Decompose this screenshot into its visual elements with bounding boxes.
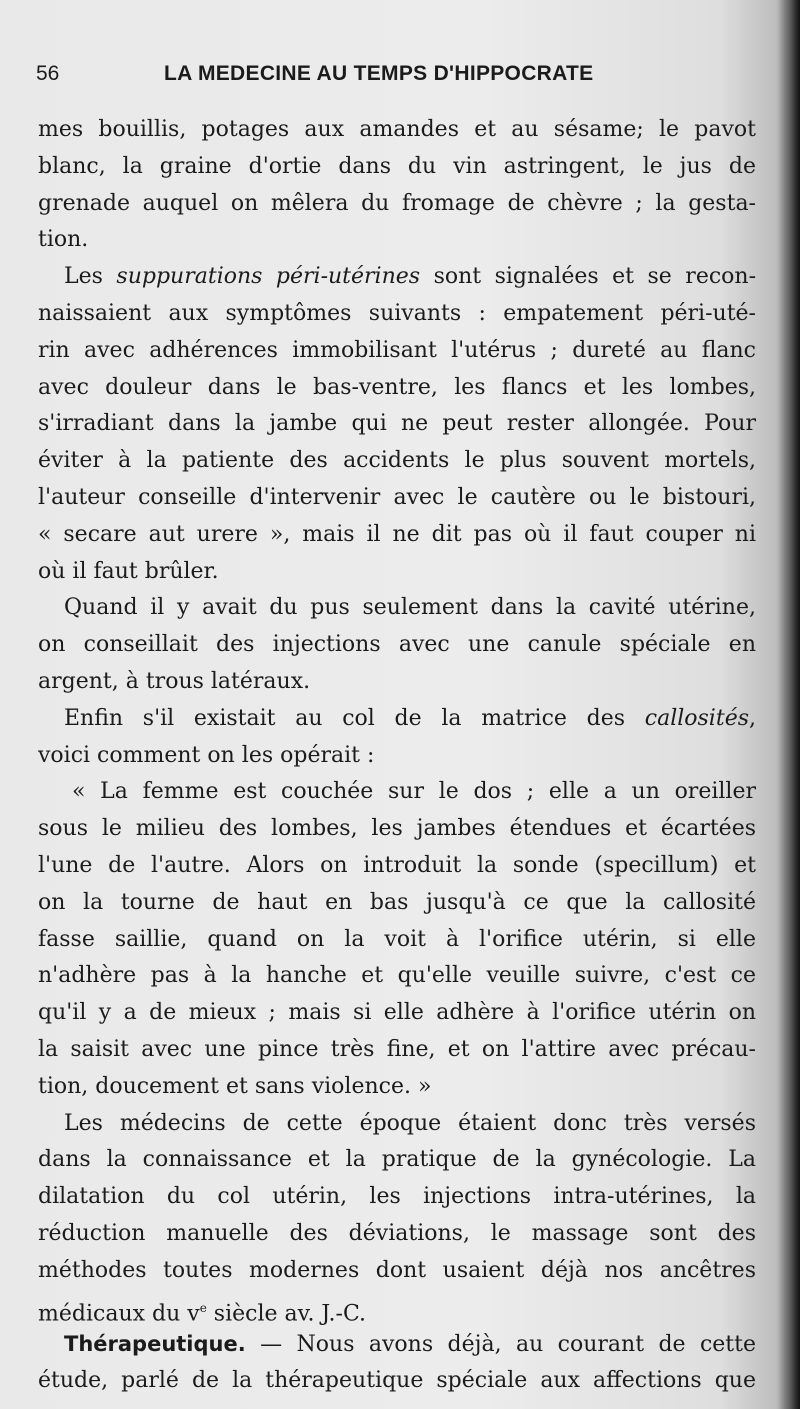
text-line: avec douleur dans le bas-ventre, les flancs et les lombes, [38, 374, 756, 400]
text-line: réduction manuelle des déviations, le massage sont des [38, 1220, 756, 1246]
italic-term: callosités [644, 705, 749, 731]
text-line: l'auteur conseille d'intervenir avec le cautère ou le bistouri, [38, 484, 756, 510]
superscript: e [199, 1300, 207, 1315]
text-segment: sont signalées et se recon- [420, 264, 756, 290]
text-line: étude, parlé de la thérapeutique spéciale aux affections que [38, 1368, 756, 1394]
text-line: qu'il y a de mieux ; mais si elle adhère à l'orifice utérin on [38, 1000, 756, 1026]
text-line: tion. [38, 227, 89, 253]
text-line [38, 1290, 756, 1327]
text-line: méthodes toutes modernes dont usaient déjà nos ancêtres [38, 1257, 756, 1283]
text-segment: , [749, 705, 756, 731]
section-heading: Thérapeutique. [64, 1332, 246, 1357]
text-line: mes bouillis, potages aux amandes et au sésame; le pavot [38, 117, 756, 142]
text-line: « secare aut urere », mais il ne dit pas où il faut couper ni [38, 521, 756, 547]
text-line: dilatation du col utérin, les injections intra-utérines, la [38, 1184, 756, 1210]
page-number: 56 [36, 62, 60, 85]
text-line: on conseillait des injections avec une canule spéciale en [38, 632, 756, 658]
text-line: l'une de l'autre. Alors on introduit la sonde (specillum) et [38, 852, 756, 878]
text-segment: siècle av. J.-C. [206, 1300, 367, 1326]
text-line [38, 259, 756, 296]
text-line: voici comment on les opérait : [38, 742, 375, 768]
text-line [38, 1326, 756, 1363]
text-line: Les médecins de cette époque étaient donc très versés [64, 1110, 756, 1136]
text-line: « La femme est couchée sur le dos ; elle a un oreiller [72, 779, 756, 805]
body-text [38, 112, 756, 1400]
text-line: on la tourne de haut en bas jusqu'à ce que la callosité [38, 889, 756, 915]
text-line: n'adhère pas à la hanche et qu'elle veuille suivre, c'est ce [38, 963, 756, 989]
text-line [38, 701, 756, 738]
text-line: grenade auquel on mêlera du fromage de chèvre ; la gesta- [38, 190, 756, 216]
text-segment: Les [64, 264, 117, 290]
italic-term: suppurations péri-utérines [116, 264, 421, 290]
text-line: dans la connaissance et la pratique de la gynécologie. La [38, 1147, 756, 1173]
text-line: blanc, la graine d'ortie dans du vin astringent, le jus de [38, 153, 756, 179]
text-line: s'irradiant dans la jambe qui ne peut rester allongée. Pour [38, 411, 756, 437]
text-line: naissaient aux symptômes suivants : empatement péri-uté- [38, 300, 756, 326]
text-segment: Enfin s'il existait au col de la matrice des [64, 705, 645, 731]
text-line: rin avec adhérences immobilisant l'utérus ; dureté au flanc [38, 337, 756, 363]
text-segment: — Nous avons déjà, au courant de cette [245, 1332, 756, 1358]
text-line: fasse saillie, quand on la voit à l'orifice utérin, si elle [38, 926, 756, 952]
text-line: sous le milieu des lombes, les jambes étendues et écartées [38, 816, 756, 842]
book-spine-shadow [778, 0, 800, 1409]
text-line: où il faut brûler. [38, 558, 219, 584]
text-line: tion, doucement et sans violence. » [38, 1073, 432, 1099]
text-line: argent, à trous latéraux. [38, 668, 311, 694]
page-header [36, 62, 756, 98]
text-segment: médicaux du v [38, 1300, 200, 1326]
text-line: éviter à la patiente des accidents le plus souvent mortels, [38, 448, 756, 474]
text-line: Quand il y avait du pus seulement dans la cavité utérine, [64, 595, 756, 621]
running-title: LA MEDECINE AU TEMPS D'HIPPOCRATE [164, 62, 594, 85]
text-line: la saisit avec une pince très fine, et on l'attire avec précau- [38, 1036, 756, 1062]
